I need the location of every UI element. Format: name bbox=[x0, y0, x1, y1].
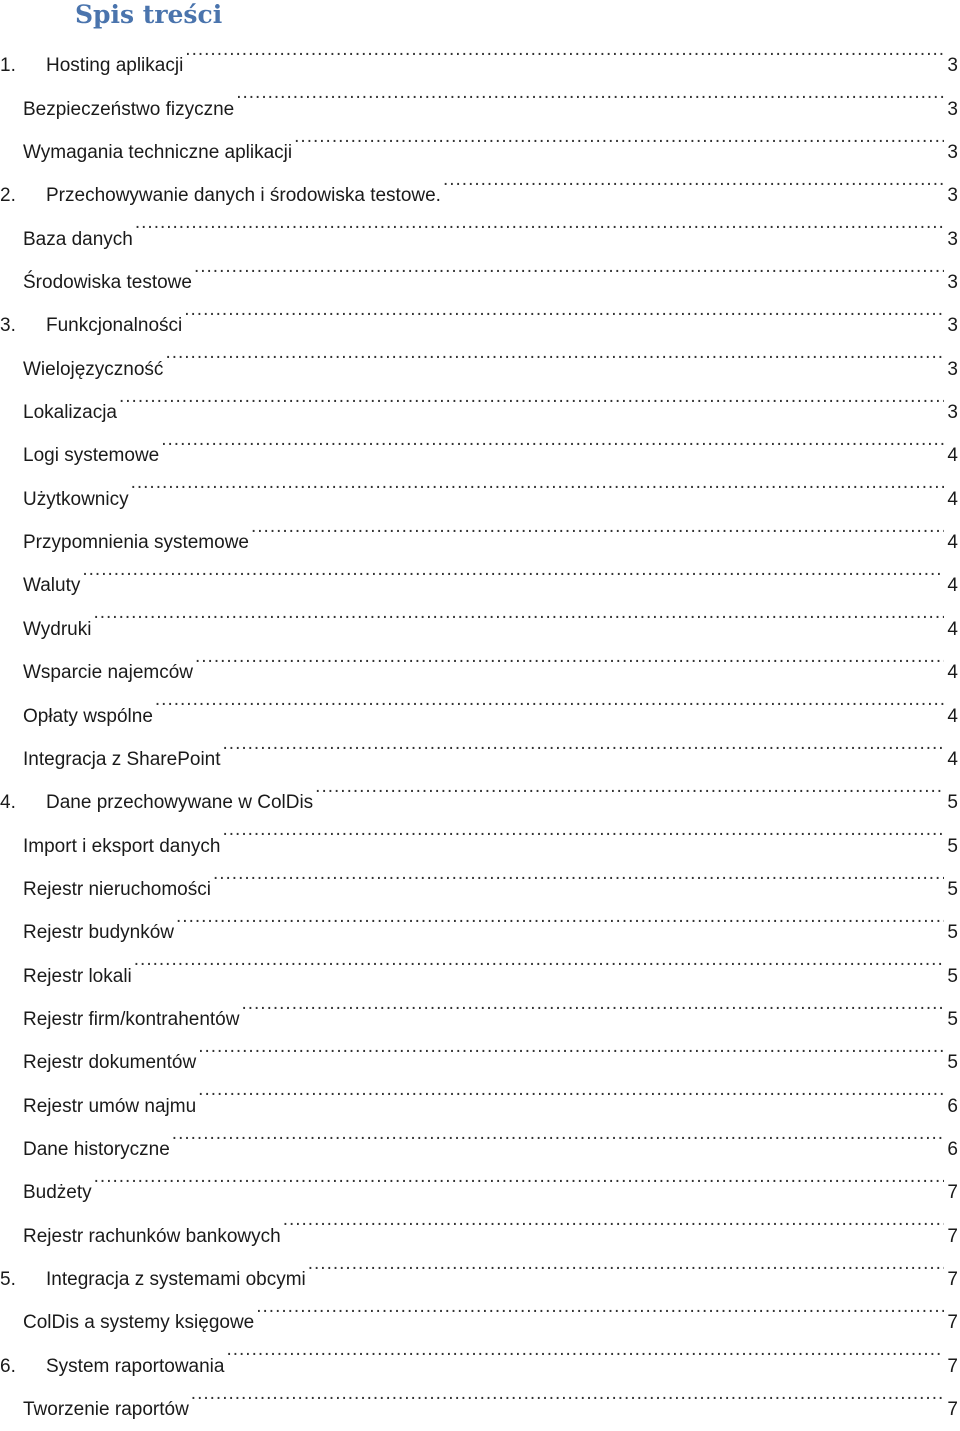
toc-page-number: 3 bbox=[944, 304, 960, 347]
toc-entry-label[interactable]: Rejestr rachunków bankowych bbox=[23, 1225, 281, 1247]
toc-entry-label[interactable]: Rejestr dokumentów bbox=[23, 1052, 197, 1074]
toc-dot-leader bbox=[172, 1112, 945, 1155]
toc-entry-label[interactable]: Baza danych bbox=[23, 228, 133, 250]
toc-subentry[interactable] bbox=[0, 245, 960, 294]
toc-entry-label[interactable]: Wielojęzyczność bbox=[23, 358, 164, 380]
toc-subentry[interactable] bbox=[0, 1372, 960, 1420]
toc-entry-number: 2. bbox=[0, 185, 16, 207]
toc-dot-leader bbox=[443, 158, 944, 201]
toc-dot-leader bbox=[198, 1068, 944, 1111]
toc-dot-leader bbox=[251, 505, 944, 548]
toc-entry-label[interactable]: Import i eksport danych bbox=[23, 835, 221, 857]
toc-dot-leader bbox=[184, 288, 944, 331]
toc-page-number: 7 bbox=[944, 1171, 960, 1214]
toc-page-number: 3 bbox=[944, 174, 960, 217]
toc-page-number: 6 bbox=[944, 1128, 960, 1171]
toc-dot-leader bbox=[161, 418, 944, 461]
toc-entry-label[interactable]: Logi systemowe bbox=[23, 445, 160, 467]
toc-page-number: 5 bbox=[944, 825, 960, 868]
toc-page-number: 7 bbox=[944, 1345, 960, 1388]
toc-dot-leader bbox=[135, 201, 945, 244]
toc-subentry[interactable] bbox=[0, 201, 960, 250]
toc-entry-label[interactable]: Użytkownicy bbox=[23, 488, 129, 510]
toc-entry-number: 4. bbox=[0, 792, 16, 814]
toc-page-number: 4 bbox=[944, 478, 960, 521]
toc-subentry[interactable] bbox=[0, 375, 960, 424]
toc-dot-leader bbox=[256, 1285, 944, 1328]
toc-dot-leader bbox=[198, 1025, 944, 1068]
toc-subentry[interactable] bbox=[0, 1068, 960, 1117]
toc-page-number: 5 bbox=[944, 911, 960, 954]
toc-dot-leader bbox=[294, 115, 944, 158]
toc-subentry[interactable] bbox=[0, 115, 960, 164]
toc-subentry[interactable] bbox=[0, 331, 960, 380]
toc-entry-number: 1. bbox=[0, 55, 16, 77]
toc-entry-number: 3. bbox=[0, 315, 16, 337]
toc-entry-label[interactable]: Tworzenie raportów bbox=[23, 1399, 189, 1420]
toc-subentry[interactable] bbox=[0, 722, 960, 770]
toc-dot-leader bbox=[165, 331, 944, 374]
toc-entry-label[interactable]: Przechowywanie danych i środowiska testowe. bbox=[46, 185, 441, 207]
toc-entry-label[interactable]: Budżety bbox=[23, 1182, 92, 1204]
toc-entry-label[interactable]: Przypomnienia systemowe bbox=[23, 532, 249, 554]
toc-dot-leader bbox=[315, 765, 944, 808]
toc-subentry[interactable] bbox=[0, 938, 960, 987]
toc-entry-label[interactable]: Waluty bbox=[23, 575, 81, 597]
toc-entry-number: 6. bbox=[0, 1355, 16, 1377]
toc-subentry[interactable] bbox=[0, 635, 960, 684]
toc-entry-label[interactable]: Wydruki bbox=[23, 618, 92, 640]
toc-subentry[interactable] bbox=[0, 591, 960, 640]
toc-subentry[interactable] bbox=[0, 852, 960, 900]
toc-entry-label[interactable]: Dane historyczne bbox=[23, 1138, 170, 1160]
toc-dot-leader bbox=[195, 635, 944, 678]
toc-subentry[interactable] bbox=[0, 1198, 960, 1247]
toc-list bbox=[0, 28, 960, 1420]
toc-dot-leader bbox=[236, 71, 944, 114]
toc-subentry[interactable] bbox=[0, 982, 960, 1030]
toc-entry-number: 5. bbox=[0, 1268, 16, 1290]
toc-entry-label[interactable]: System raportowania bbox=[46, 1355, 225, 1377]
toc-page-number: 5 bbox=[944, 955, 960, 998]
toc-page-number: 5 bbox=[944, 998, 960, 1041]
toc-page-number: 4 bbox=[944, 651, 960, 694]
toc-entry-label[interactable]: Środowiska testowe bbox=[23, 272, 192, 294]
toc-entry-label[interactable]: Integracja z SharePoint bbox=[23, 748, 221, 770]
toc-page-number: 3 bbox=[944, 88, 960, 131]
toc-page-number: 5 bbox=[944, 868, 960, 911]
toc-entry[interactable] bbox=[0, 28, 960, 77]
toc-page-number: 5 bbox=[944, 781, 960, 824]
toc-entry-label[interactable]: Hosting aplikacji bbox=[46, 55, 184, 77]
toc-entry-label[interactable]: Rejestr nieruchomości bbox=[23, 878, 211, 900]
toc-page-number: 6 bbox=[944, 1085, 960, 1128]
toc-dot-leader bbox=[308, 1242, 945, 1285]
toc-dot-leader bbox=[134, 938, 945, 981]
toc-dot-leader bbox=[283, 1198, 945, 1241]
toc-dot-leader bbox=[226, 1328, 944, 1371]
toc-dot-leader bbox=[93, 591, 944, 634]
toc-title: Spis treści bbox=[75, 0, 223, 29]
toc-page-number: 7 bbox=[944, 1215, 960, 1258]
toc-dot-leader bbox=[131, 461, 945, 504]
toc-subentry[interactable] bbox=[0, 1025, 960, 1074]
toc-page-number: 4 bbox=[944, 564, 960, 607]
toc-page-number: 4 bbox=[944, 434, 960, 477]
toc-page-number: 3 bbox=[944, 348, 960, 391]
toc-entry-label[interactable]: Integracja z systemami obcymi bbox=[46, 1268, 306, 1290]
toc-page-number: 3 bbox=[944, 391, 960, 434]
toc-dot-leader bbox=[94, 1155, 945, 1198]
toc-entry-label[interactable]: Wsparcie najemców bbox=[23, 662, 193, 684]
toc-dot-leader bbox=[194, 245, 944, 288]
toc-subentry[interactable] bbox=[0, 895, 960, 944]
toc-page-number: 4 bbox=[944, 695, 960, 738]
toc-dot-leader bbox=[223, 722, 945, 765]
toc-subentry[interactable] bbox=[0, 505, 960, 554]
toc-entry-label[interactable]: Rejestr lokali bbox=[23, 965, 132, 987]
toc-entry[interactable] bbox=[0, 1328, 960, 1377]
toc-entry-label[interactable]: Opłaty wspólne bbox=[23, 705, 153, 727]
toc-entry-label[interactable]: Dane przechowywane w ColDis bbox=[46, 792, 314, 814]
toc-page-number: 3 bbox=[944, 218, 960, 261]
toc-dot-leader bbox=[82, 548, 944, 591]
toc-subentry[interactable] bbox=[0, 1112, 960, 1160]
toc-dot-leader bbox=[241, 982, 944, 1025]
toc-subentry[interactable] bbox=[0, 548, 960, 597]
toc-entry[interactable] bbox=[0, 1242, 960, 1290]
toc-entry-label[interactable]: Rejestr firm/kontrahentów bbox=[23, 1008, 240, 1030]
toc-entry-label[interactable]: Wymagania techniczne aplikacji bbox=[23, 142, 293, 164]
toc-entry-label[interactable]: Funkcjonalności bbox=[46, 315, 183, 337]
toc-subentry[interactable] bbox=[0, 1155, 960, 1204]
toc-entry-label[interactable]: Lokalizacja bbox=[23, 402, 117, 424]
toc-subentry[interactable] bbox=[0, 461, 960, 510]
toc-dot-leader bbox=[222, 808, 944, 851]
toc-subentry[interactable] bbox=[0, 678, 960, 727]
toc-page-number: 7 bbox=[944, 1388, 960, 1431]
toc-page-number: 5 bbox=[944, 1041, 960, 1084]
toc-subentry[interactable] bbox=[0, 1285, 960, 1334]
toc-page-number: 4 bbox=[944, 608, 960, 651]
toc-page-number: 4 bbox=[944, 738, 960, 781]
toc-page-number: 7 bbox=[944, 1258, 960, 1301]
toc-page-number: 4 bbox=[944, 521, 960, 564]
toc-entry[interactable] bbox=[0, 288, 960, 337]
toc-entry-label[interactable]: Rejestr budynków bbox=[23, 922, 175, 944]
toc-dot-leader bbox=[213, 852, 944, 895]
toc-page-number: 3 bbox=[944, 44, 960, 87]
toc-entry[interactable] bbox=[0, 158, 960, 207]
toc-entry-label[interactable]: ColDis a systemy księgowe bbox=[23, 1312, 255, 1334]
toc-dot-leader bbox=[191, 1372, 945, 1415]
toc-subentry[interactable] bbox=[0, 71, 960, 120]
toc-dot-leader bbox=[155, 678, 945, 721]
toc-entry-label[interactable]: Bezpieczeństwo fizyczne bbox=[23, 98, 235, 120]
toc-page-number: 3 bbox=[944, 261, 960, 304]
toc-page-number: 3 bbox=[944, 131, 960, 174]
toc-dot-leader bbox=[185, 28, 944, 71]
toc-dot-leader bbox=[176, 895, 944, 938]
toc-page-number: 7 bbox=[944, 1301, 960, 1344]
toc-subentry[interactable] bbox=[0, 418, 960, 467]
toc-dot-leader bbox=[119, 375, 944, 418]
toc-entry-label[interactable]: Rejestr umów najmu bbox=[23, 1095, 197, 1117]
toc-subentry[interactable] bbox=[0, 808, 960, 857]
toc-entry[interactable] bbox=[0, 765, 960, 814]
